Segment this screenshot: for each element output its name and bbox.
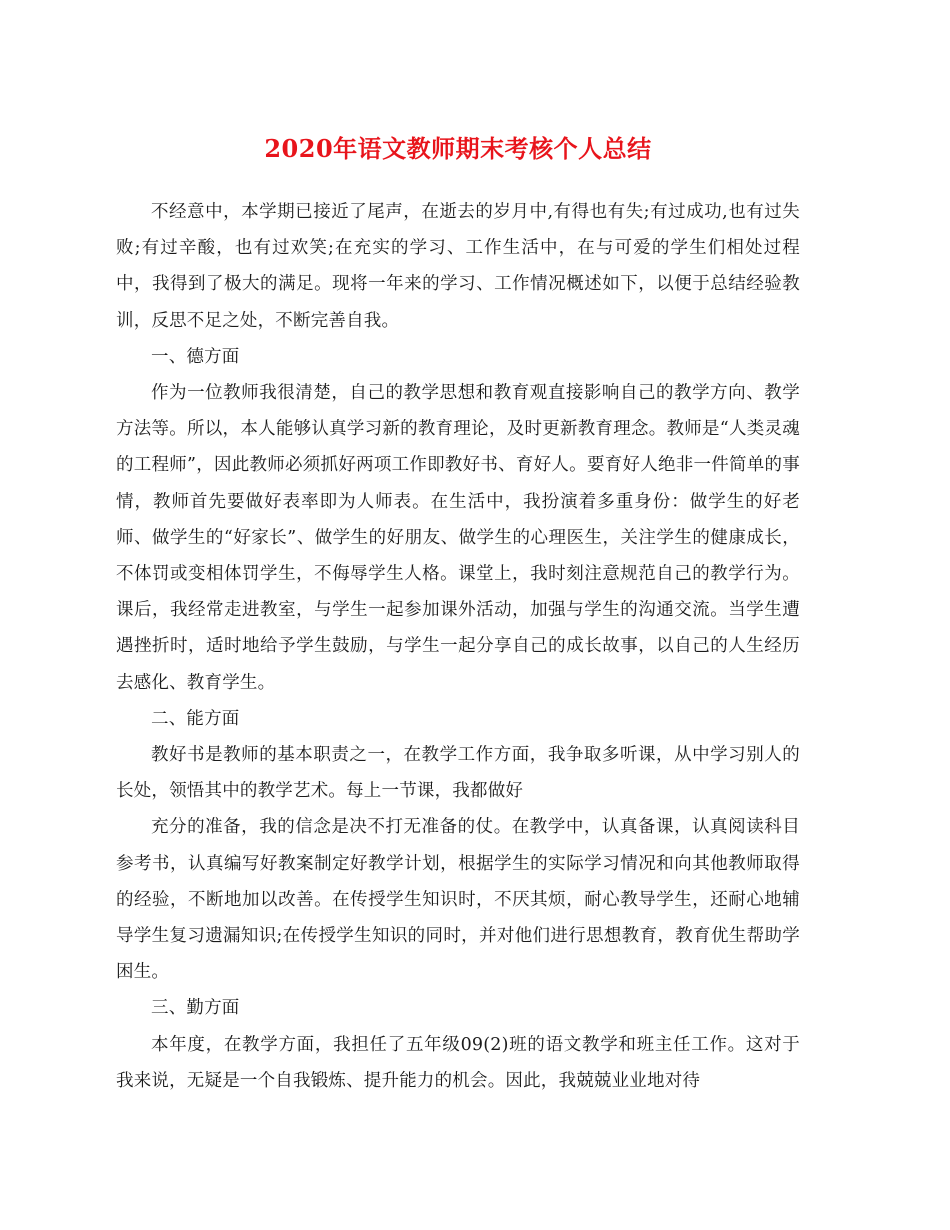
document-title: 2020年语文教师期末考核个人总结	[264, 134, 652, 163]
section-heading-diligence: 三、勤方面	[151, 998, 240, 1019]
ability-paragraph-1: 教好书是教师的基本职责之一，在教学工作方面，我争取多听课，从中学习别人的长处，领悟其中的教学艺术。每上一节课，我都做好	[116, 745, 800, 802]
morality-paragraph: 作为一位教师我很清楚，自己的教学思想和教育观直接影响自己的教学方向、教学方法等。所以，本人能够认真学习新的教育理论，及时更新教育理念。教师是“人类灵魂的工程师”，因此教师必须抓好两项工作即教好书、育好人。要育好人绝非一件简单的事情，教师首先要做好表率即为人师表。在生活中，我扮演着多重身份：做学生的好老师、做学生的“好家长”、做学生的好朋友、做学生的心理医生，关注学生的健康成长，不体罚或变相体罚学生，不侮辱学生人格。课堂上，我时刻注意规范自己的教学行为。课后，我经常走进教室，与学生一起参加课外活动，加强与学生的沟通交流。当学生遭遇挫折时，适时地给予学生鼓励，与学生一起分享自己的成长故事，以自己的人生经历去感化、教育学生。	[116, 383, 800, 693]
section-heading-ability: 二、能方面	[151, 708, 240, 729]
section-heading-morality: 一、德方面	[151, 346, 240, 367]
ability-paragraph-2: 充分的准备，我的信念是决不打无准备的仗。在教学中，认真备课，认真阅读科目参考书，认真编写好教案制定好教学计划，根据学生的实际学习情况和向其他教师取得的经验，不断地加以改善。在传授学生知识时，不厌其烦，耐心教导学生，还耐心地辅导学生复习遗漏知识;在传授学生知识的同时，并对他们进行思想教育，教育优生帮助学困生。	[116, 817, 800, 983]
intro-paragraph: 不经意中，本学期已接近了尾声，在逝去的岁月中,有得也有失;有过成功,也有过失败;有过辛酸，也有过欢笑;在充实的学习、工作生活中，在与可爱的学生们相处过程中，我得到了极大的满足。现将一年来的学习、工作情况概述如下，以便于总结经验教训，反思不足之处，不断完善自我。	[116, 202, 800, 331]
diligence-paragraph: 本年度，在教学方面，我担任了五年级09(2)班的语文教学和班主任工作。这对于我来说，无疑是一个自我锻炼、提升能力的机会。因此，我兢兢业业地对待	[116, 1034, 800, 1091]
